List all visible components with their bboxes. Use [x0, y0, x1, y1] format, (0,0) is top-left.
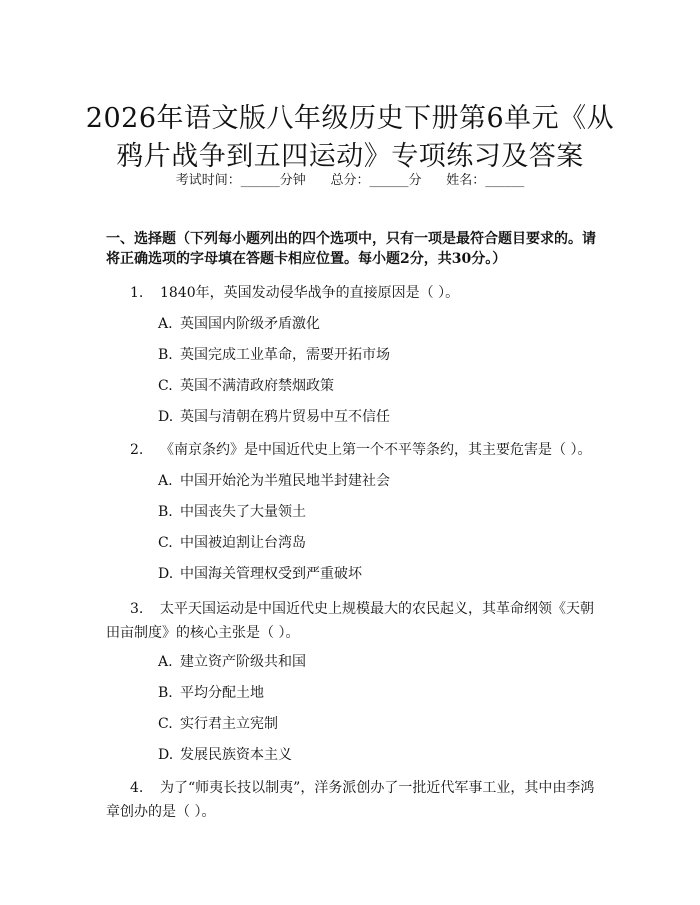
option-2d: [158, 564, 598, 584]
option-1a: [158, 314, 598, 334]
option-text: 英国国内阶级矛盾激化: [180, 316, 320, 332]
option-letter: D.: [158, 747, 174, 763]
option-letter: C.: [158, 716, 173, 732]
question-number: 4.: [130, 780, 144, 796]
option-text: 中国被迫割让台湾岛: [180, 535, 306, 551]
option-2a: [158, 471, 598, 491]
question-number: 2.: [130, 442, 144, 458]
question-3: [106, 597, 606, 645]
question-number: 1.: [130, 285, 144, 301]
option-text: 英国完成工业革命，需要开拓市场: [180, 347, 390, 363]
option-3b: [158, 683, 598, 703]
question-4: [106, 776, 606, 824]
title-line-2: 鸦片战争到五四运动》专项练习及答案: [116, 141, 584, 173]
option-letter: D.: [158, 566, 174, 582]
question-2: [106, 438, 606, 462]
document-title: [60, 100, 640, 176]
option-text: 英国不满清政府禁烟政策: [180, 378, 334, 394]
option-letter: D.: [158, 409, 174, 425]
option-text: 实行君主立宪制: [180, 716, 278, 732]
question-text: 为了“师夷长技以制夷”，洋务派创办了一批近代军事工业，其中由李鸿章创办的是（ ）。: [106, 780, 595, 820]
option-1d: [158, 407, 598, 427]
option-3c: [158, 714, 598, 734]
question-text: 太平天国运动是中国近代史上规模最大的农民起义，其革命纲领《天朝田亩制度》的核心主张是（ ）。: [106, 601, 594, 641]
option-letter: B.: [158, 685, 173, 701]
option-letter: C.: [158, 535, 173, 551]
option-text: 中国丧失了大量领土: [180, 504, 306, 520]
option-letter: C.: [158, 378, 173, 394]
option-text: 建立资产阶级共和国: [180, 654, 306, 670]
question-text: 《南京条约》是中国近代史上第一个不平等条约，其主要危害是（ ）。: [160, 442, 592, 458]
option-letter: A.: [158, 654, 173, 670]
option-3a: [158, 652, 598, 672]
option-1c: [158, 376, 598, 396]
question-1: [106, 281, 606, 305]
option-text: 中国开始沦为半殖民地半封建社会: [180, 473, 390, 489]
option-letter: A.: [158, 316, 173, 332]
option-text: 平均分配土地: [180, 685, 264, 701]
option-2b: [158, 502, 598, 522]
question-text: 1840年，英国发动侵华战争的直接原因是（ ）。: [160, 285, 460, 301]
option-letter: B.: [158, 504, 173, 520]
section-heading: 一、选择题（下列每小题列出的四个选项中，只有一项是最符合题目要求的。请将正确选项的字母填在答题卡相应位置。每小题2分，共30分。）: [106, 231, 596, 267]
option-letter: B.: [158, 347, 173, 363]
question-number: 3.: [130, 601, 144, 617]
option-2c: [158, 533, 598, 553]
option-1b: [158, 345, 598, 365]
option-text: 中国海关管理权受到严重破坏: [180, 566, 362, 582]
option-letter: A.: [158, 473, 173, 489]
title-line-1: 2026年语文版八年级历史下册第6单元《从: [85, 103, 615, 135]
option-text: 发展民族资本主义: [180, 747, 292, 763]
exam-info-line: 考试时间：______分钟 总分：______分 姓名：______: [175, 173, 525, 188]
option-text: 英国与清朝在鸦片贸易中互不信任: [180, 409, 390, 425]
option-3d: [158, 745, 598, 765]
